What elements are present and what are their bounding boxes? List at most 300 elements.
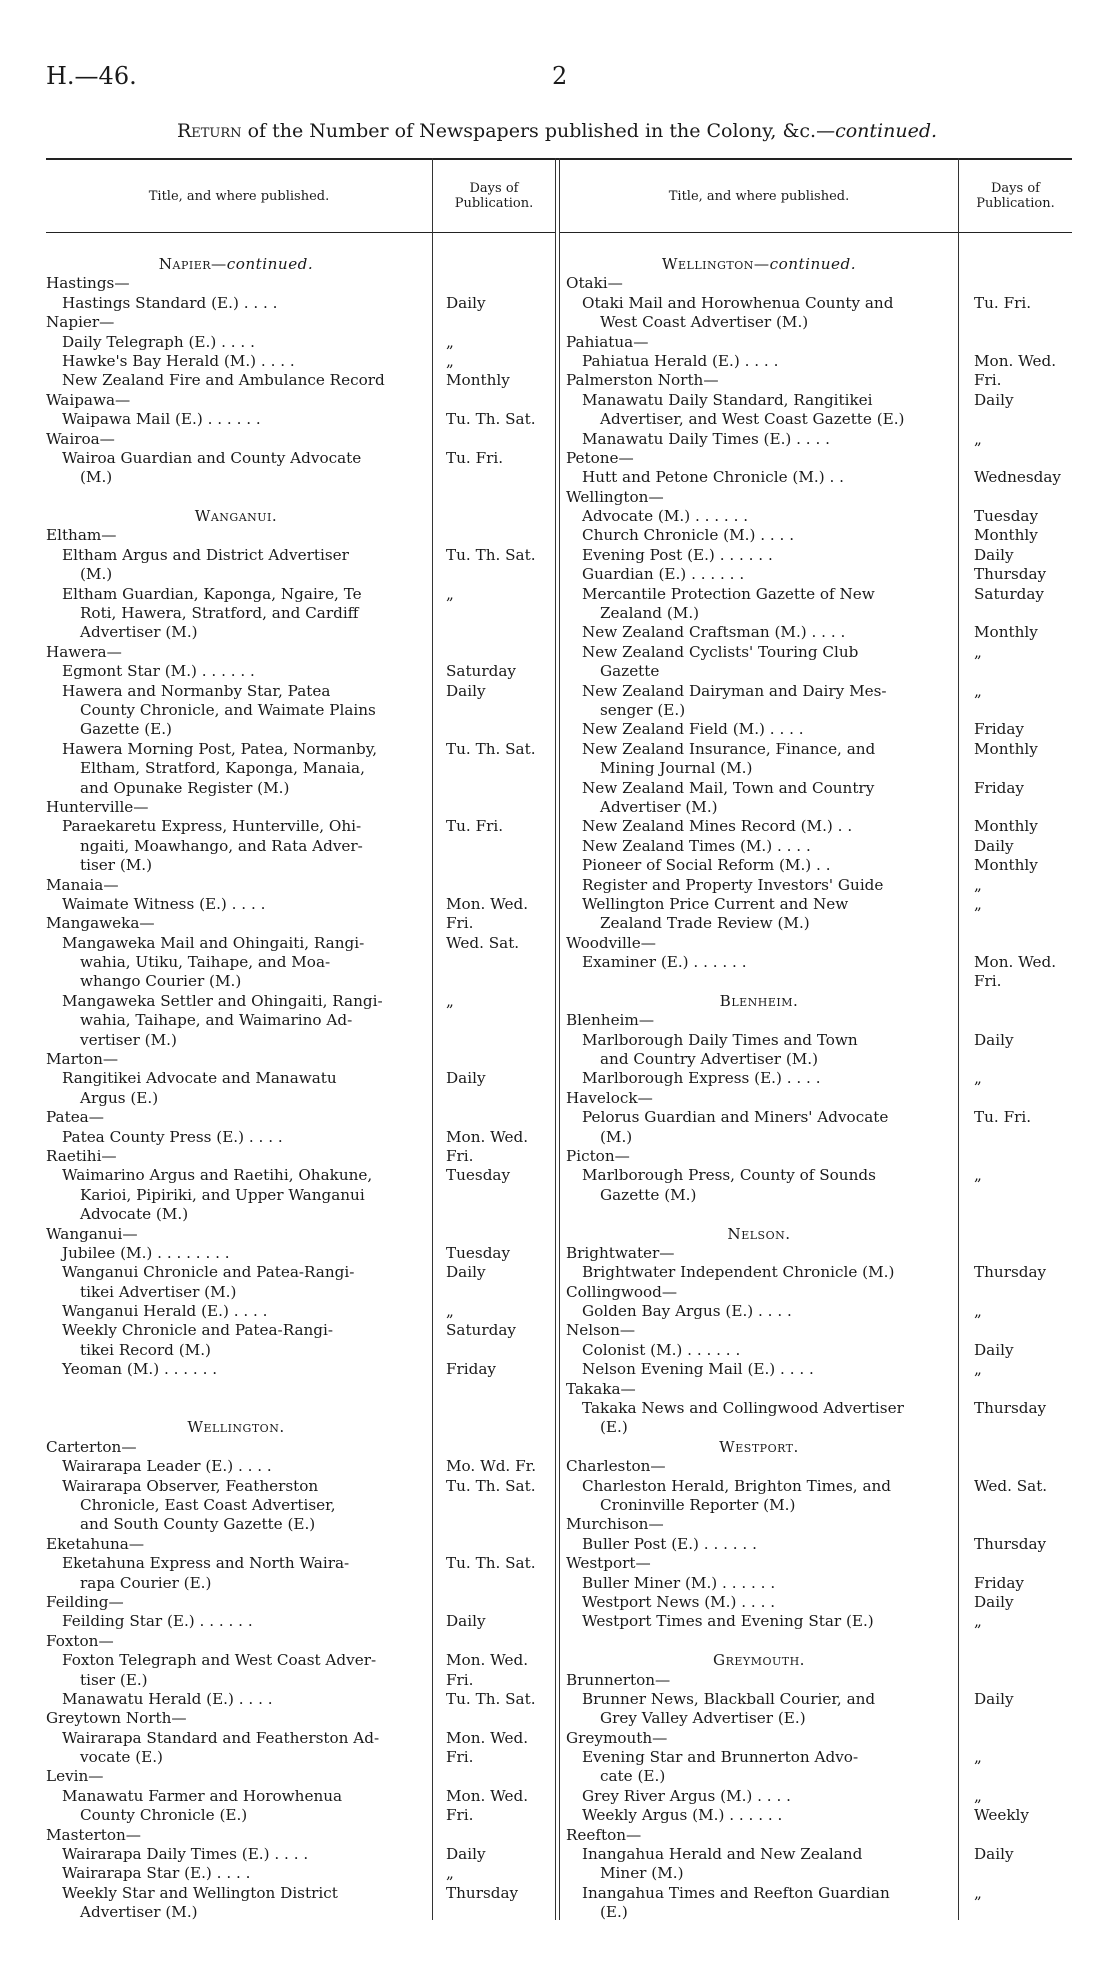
days-cell: Fri.	[974, 371, 1002, 390]
days-cell: Wed. Sat.	[974, 1476, 1048, 1495]
table-row	[566, 352, 1106, 371]
title-cell: Foxton Telegraph and West Coast Adver-	[62, 1651, 377, 1670]
days-cell: Mon. Wed.	[974, 351, 1057, 370]
place-name	[566, 274, 1106, 293]
table-row	[566, 1574, 1106, 1593]
title-cell: Havelock—	[566, 1088, 653, 1107]
title-cell: Brightwater—	[566, 1243, 675, 1262]
section-name: Nelson.	[727, 1224, 791, 1243]
title-cell: Hastings—	[46, 274, 130, 293]
title-cell: Brunnerton—	[566, 1670, 671, 1689]
table-row	[566, 391, 1106, 410]
table-row	[566, 740, 1106, 759]
place-name	[566, 333, 1106, 352]
title-cell: tiser (M.)	[80, 856, 153, 875]
title-cell: Weekly Argus (M.) . . . . . .	[582, 1806, 783, 1825]
table-row	[566, 1399, 1106, 1418]
table-row	[566, 1903, 1106, 1922]
table-row	[566, 856, 1106, 875]
title-cell: Brightwater Independent Chronicle (M.)	[582, 1263, 895, 1282]
days-cell: „	[974, 875, 982, 894]
days-cell: Mon. Wed.	[446, 1127, 529, 1146]
right-listing	[566, 255, 1106, 1923]
table-row	[566, 720, 1106, 739]
days-cell: Thursday	[974, 1399, 1047, 1418]
title-cell: Manawatu Daily Times (E.) . . . .	[582, 429, 830, 448]
days-cell: Saturday	[446, 662, 516, 681]
title-cell	[566, 1651, 952, 1670]
days-cell: „	[974, 1302, 982, 1321]
table-row	[566, 623, 1106, 642]
days-cell: „	[446, 1302, 454, 1321]
title-cell: Pahiatua—	[566, 332, 649, 351]
days-cell: Tu. Th. Sat.	[446, 545, 536, 564]
title-cell: Weekly Star and Wellington District	[62, 1883, 338, 1902]
days-cell: „	[974, 1612, 982, 1631]
title-cell: Inangahua Times and Reefton Guardian	[582, 1883, 890, 1902]
table-row	[566, 837, 1106, 856]
table-row	[566, 662, 1106, 681]
table-row	[566, 313, 1106, 332]
section-heading	[566, 255, 1106, 274]
title-cell	[566, 992, 952, 1011]
days-cell: „	[974, 642, 982, 661]
title-cell: Eltham Guardian, Kaponga, Ngaire, Te	[62, 584, 362, 603]
days-cell: Monthly	[974, 623, 1038, 642]
page-title	[0, 120, 1114, 142]
days-cell: Daily	[446, 1069, 486, 1088]
title-cell: Brunner News, Blackball Courier, and	[582, 1689, 876, 1708]
title-cell: Westport Times and Evening Star (E.)	[582, 1612, 874, 1631]
title-cell: Buller Miner (M.) . . . . . .	[582, 1573, 776, 1592]
title-cell: Masterton—	[46, 1825, 141, 1844]
table-row	[566, 701, 1106, 720]
title-cell: Wairoa Guardian and County Advocate	[62, 448, 362, 467]
title-cell: Egmont Star (M.) . . . . . .	[62, 662, 255, 681]
place-name	[566, 934, 1106, 953]
days-cell: „	[974, 429, 982, 448]
table-row	[566, 1806, 1106, 1825]
title-cell: Waimarino Argus and Raetihi, Ohakune,	[62, 1166, 373, 1185]
days-cell: Tu. Th. Sat.	[446, 739, 536, 758]
title-cell: (E.)	[600, 1903, 628, 1922]
title-cell: and South County Gazette (E.)	[80, 1515, 316, 1534]
days-cell: Mo. Wd. Fr.	[446, 1457, 537, 1476]
days-cell: „	[974, 1883, 982, 1902]
section-name: Wanganui.	[194, 507, 278, 526]
days-cell: Monthly	[974, 526, 1038, 545]
days-cell: Friday	[446, 1360, 497, 1379]
days-cell: Wednesday	[974, 468, 1062, 487]
title-cell: New Zealand Cyclists' Touring Club	[582, 642, 859, 661]
table-row	[566, 1205, 1106, 1224]
title-cell: Otaki—	[566, 274, 623, 293]
title-cell: Marlborough Daily Times and Town	[582, 1030, 858, 1049]
table-row	[566, 546, 1106, 565]
days-cell: Fri.	[446, 1146, 474, 1165]
title-cell: Westport News (M.) . . . .	[582, 1592, 776, 1611]
days-cell: Daily	[446, 293, 486, 312]
title-cell	[46, 1380, 426, 1399]
table-row	[566, 817, 1106, 836]
title-cell: Wairarapa Daily Times (E.) . . . .	[62, 1845, 309, 1864]
title-cell: Marlborough Express (E.) . . . .	[582, 1069, 821, 1088]
days-cell: „	[446, 1864, 454, 1883]
section-name: Napier—	[158, 255, 227, 273]
title-cell: Advertiser (M.)	[80, 1903, 198, 1922]
place-name	[566, 1554, 1106, 1573]
place-name	[566, 1515, 1106, 1534]
days-cell: Thursday	[446, 1883, 519, 1902]
place-name	[566, 1729, 1106, 1748]
table-row	[566, 1864, 1106, 1883]
place-name	[566, 488, 1106, 507]
days-cell: Daily	[446, 1612, 486, 1631]
place-name	[566, 1321, 1106, 1340]
title-cell: Reefton—	[566, 1825, 642, 1844]
title-cell: (E.)	[600, 1418, 628, 1437]
table-row	[566, 565, 1106, 584]
left-title-header: Title, and where published.	[46, 160, 432, 233]
title-cell: and Country Advertiser (M.)	[600, 1050, 819, 1069]
title-cell: Waipawa Mail (E.) . . . . . .	[62, 410, 261, 429]
days-cell: Daily	[974, 1689, 1014, 1708]
title-cell: Advocate (M.)	[80, 1205, 189, 1224]
title-cell	[46, 488, 426, 507]
title-cell: Hutt and Petone Chronicle (M.) . .	[582, 468, 844, 487]
page-number: 2	[552, 62, 568, 90]
title-cell: wahia, Taihape, and Waimarino Ad-	[80, 1011, 353, 1030]
title-cell: Waimate Witness (E.) . . . .	[62, 894, 266, 913]
days-cell: Fri.	[446, 1806, 474, 1825]
title-cell: Grey River Argus (M.) . . . .	[582, 1786, 791, 1805]
days-cell: „	[974, 1748, 982, 1767]
section-name: Blenheim.	[719, 991, 799, 1010]
title-cell: New Zealand Mines Record (M.) . .	[582, 817, 853, 836]
title-cell: New Zealand Times (M.) . . . .	[582, 836, 811, 855]
title-cell: tikei Record (M.)	[80, 1340, 211, 1359]
title-cell: Foxton—	[46, 1631, 114, 1650]
title-cell: ngaiti, Moawhango, and Rata Adver-	[80, 836, 363, 855]
place-name	[566, 449, 1106, 468]
title-cell: Manawatu Farmer and Horowhenua	[62, 1786, 343, 1805]
title-cell: (M.)	[600, 1127, 633, 1146]
title-cell: Eltham, Stratford, Kaponga, Manaia,	[80, 759, 365, 778]
title-cell: Advertiser (M.)	[80, 623, 198, 642]
table-row	[566, 953, 1106, 972]
title-cell	[566, 1225, 952, 1244]
days-cell: Friday	[974, 1573, 1025, 1592]
title-cell: Hunterville—	[46, 797, 149, 816]
title-cell	[46, 507, 426, 526]
title-cell: Evening Post (E.) . . . . . .	[582, 545, 773, 564]
title-cell: Greymouth—	[566, 1728, 668, 1747]
title-cell: Pelorus Guardian and Miners' Advocate	[582, 1108, 889, 1127]
title-cell	[566, 1205, 952, 1224]
days-cell: Tu. Fri.	[974, 293, 1032, 312]
days-cell: Daily	[974, 1592, 1014, 1611]
table-row	[566, 779, 1106, 798]
title-cell: Karioi, Pipiriki, and Upper Wanganui	[80, 1185, 365, 1204]
title-cell: Wanganui Herald (E.) . . . .	[62, 1302, 268, 1321]
title-cell: County Chronicle (E.)	[80, 1806, 248, 1825]
section-heading	[566, 1651, 1106, 1670]
days-cell: Fri.	[446, 1670, 474, 1689]
place-name	[566, 1380, 1106, 1399]
title-cell: Carterton—	[46, 1437, 137, 1456]
right-days-header: Days of Publication.	[959, 160, 1072, 233]
title-cell: West Coast Advertiser (M.)	[600, 313, 809, 332]
title-cell: Collingwood—	[566, 1282, 678, 1301]
title-cell: Guardian (E.) . . . . . .	[582, 565, 745, 584]
table-row	[566, 1787, 1106, 1806]
section-heading	[566, 992, 1106, 1011]
title-cell: Rangitikei Advocate and Manawatu	[62, 1069, 337, 1088]
days-cell: Tu. Th. Sat.	[446, 1554, 536, 1573]
table-row	[566, 643, 1106, 662]
title-cell: Buller Post (E.) . . . . . .	[582, 1534, 757, 1553]
title-cell: Daily Telegraph (E.) . . . .	[62, 332, 255, 351]
table-row	[566, 507, 1106, 526]
table-row	[566, 1341, 1106, 1360]
table-row	[566, 895, 1106, 914]
days-cell: Thursday	[974, 1534, 1047, 1553]
title-cell: Eketahuna Express and North Waira-	[62, 1554, 350, 1573]
table-row	[566, 682, 1106, 701]
return-word: Return	[176, 120, 242, 142]
table-row	[566, 1632, 1106, 1651]
title-cell: Feilding Star (E.) . . . . . .	[62, 1612, 253, 1631]
title-cell: Marton—	[46, 1050, 119, 1069]
table-row	[566, 1263, 1106, 1282]
days-cell: Tuesday	[446, 1243, 511, 1262]
title-cell: Mangaweka Mail and Ohingaiti, Rangi-	[62, 933, 365, 952]
place-name	[566, 371, 1106, 390]
place-name	[566, 1089, 1106, 1108]
title-cell: Hastings Standard (E.) . . . .	[62, 293, 278, 312]
title-cell: Evening Star and Brunnerton Advo-	[582, 1748, 859, 1767]
title-cell: Petone—	[566, 448, 634, 467]
days-cell: Daily	[974, 390, 1014, 409]
table-row	[566, 1690, 1106, 1709]
table-row	[566, 1128, 1106, 1147]
title-cell: Mining Journal (M.)	[600, 759, 753, 778]
days-cell: Mon. Wed.	[446, 1786, 529, 1805]
title-cell: Jubilee (M.) . . . . . . . .	[62, 1243, 230, 1262]
title-cell: Charleston Herald, Brighton Times, and	[582, 1476, 892, 1495]
title-cell: Takaka News and Collingwood Advertiser	[582, 1399, 904, 1418]
title-cell: Paraekaretu Express, Hunterville, Ohi-	[62, 817, 362, 836]
days-cell: Daily	[974, 1845, 1014, 1864]
days-cell: „	[974, 1786, 982, 1805]
title-cell: Palmerston North—	[566, 371, 719, 390]
title-cell: County Chronicle, and Waimate Plains	[80, 700, 376, 719]
days-cell: Tuesday	[974, 507, 1039, 526]
table-row	[566, 1845, 1106, 1864]
title-cell: tikei Advertiser (M.)	[80, 1282, 237, 1301]
title-cell: Croninville Reporter (M.)	[600, 1496, 796, 1514]
title-cell: Marlborough Press, County of Sounds	[582, 1166, 876, 1185]
title-cell: Hawke's Bay Herald (M.) . . . .	[62, 351, 295, 370]
days-cell: Tuesday	[446, 1166, 511, 1185]
days-cell: Tu. Th. Sat.	[446, 410, 536, 429]
table-row	[566, 1593, 1106, 1612]
section-continued: continued.	[769, 255, 857, 273]
days-cell: Friday	[974, 720, 1025, 739]
title-cell: tiser (E.)	[80, 1670, 148, 1689]
title-cell: Hawera—	[46, 642, 122, 661]
days-cell: „	[974, 681, 982, 700]
days-cell: Fri.	[974, 972, 1002, 991]
place-name	[566, 1147, 1106, 1166]
table-row	[566, 1108, 1106, 1127]
title-cell: Takaka—	[566, 1379, 636, 1398]
table-row	[566, 1302, 1106, 1321]
title-cell: Argus (E.)	[80, 1088, 159, 1107]
days-cell: Mon. Wed.	[446, 1651, 529, 1670]
table-row	[566, 1709, 1106, 1728]
title-cell: New Zealand Craftsman (M.) . . . .	[582, 623, 846, 642]
title-cell: Otaki Mail and Horowhenua County and	[582, 293, 894, 312]
title-cell: Roti, Hawera, Stratford, and Cardiff	[80, 604, 359, 623]
title-cell: Levin—	[46, 1767, 104, 1786]
title-cell: Wairarapa Standard and Featherston Ad-	[62, 1728, 380, 1747]
days-cell: „	[446, 351, 454, 370]
title-cell: Westport—	[566, 1554, 651, 1573]
title-cell: Chronicle, East Coast Advertiser,	[80, 1496, 336, 1514]
title-cell	[46, 255, 426, 274]
title-cell: Manawatu Daily Standard, Rangitikei	[582, 390, 873, 409]
days-cell: Mon. Wed.	[974, 953, 1057, 972]
section-name: Westport.	[719, 1437, 799, 1456]
table-row	[566, 1069, 1106, 1088]
title-cell: whango Courier (M.)	[80, 972, 242, 991]
title-cell: Eltham—	[46, 526, 117, 545]
title-cell: wahia, Utiku, Taihape, and Moa-	[80, 953, 331, 972]
title-cell: Raetihi—	[46, 1146, 117, 1165]
title-cell: (M.)	[80, 468, 113, 487]
left-days-header: Days of Publication.	[433, 160, 555, 233]
title-cell: Advocate (M.) . . . . . .	[582, 507, 749, 526]
days-cell: Wed. Sat.	[446, 933, 520, 952]
title-cell	[566, 1632, 952, 1651]
title-cell: Colonist (M.) . . . . . .	[582, 1340, 741, 1359]
days-cell: Mon. Wed.	[446, 894, 529, 913]
days-cell: Saturday	[446, 1321, 516, 1340]
table-row	[566, 1031, 1106, 1050]
title-cell: Eltham Argus and District Advertiser	[62, 545, 349, 564]
title-cell: Wellington—	[566, 487, 664, 506]
title-cell: Woodville—	[566, 933, 656, 952]
days-cell: Saturday	[974, 584, 1044, 603]
title-cell: Zealand Trade Review (M.)	[600, 914, 810, 933]
title-cell: Register and Property Investors' Guide	[582, 875, 884, 894]
days-cell: „	[446, 332, 454, 351]
table-row	[566, 798, 1106, 817]
return-continued: continued.	[835, 120, 938, 142]
table-row	[566, 1884, 1106, 1903]
table-row	[566, 914, 1106, 933]
title-cell	[46, 1399, 426, 1418]
title-cell: Napier—	[46, 313, 115, 332]
place-name	[566, 1011, 1106, 1030]
days-cell: Daily	[446, 1845, 486, 1864]
title-cell: Examiner (E.) . . . . . .	[582, 953, 747, 972]
title-cell: Murchison—	[566, 1515, 664, 1534]
table-row	[566, 1767, 1106, 1786]
title-cell: Mercantile Protection Gazette of New	[582, 584, 875, 603]
title-cell: Wairoa—	[46, 429, 115, 448]
title-cell: Manaia—	[46, 875, 119, 894]
days-cell: Fri.	[446, 1748, 474, 1767]
title-cell: New Zealand Insurance, Finance, and	[582, 739, 876, 758]
title-cell: Patea—	[46, 1108, 104, 1127]
title-cell: Wairarapa Observer, Featherston	[62, 1476, 319, 1495]
title-cell: Nelson Evening Mail (E.) . . . .	[582, 1360, 814, 1379]
title-cell: Waipawa—	[46, 390, 131, 409]
title-cell: Church Chronicle (M.) . . . .	[582, 526, 795, 545]
table-row	[566, 972, 1106, 991]
title-cell: rapa Courier (E.)	[80, 1573, 212, 1592]
days-cell: „	[446, 991, 454, 1010]
title-cell: senger (E.)	[600, 700, 686, 719]
days-cell: Daily	[974, 545, 1014, 564]
table-row	[566, 1186, 1106, 1205]
days-cell: Tu. Fri.	[446, 448, 504, 467]
section-continued: continued.	[226, 255, 314, 273]
section-heading	[566, 1438, 1106, 1457]
title-cell: Grey Valley Advertiser (E.)	[600, 1709, 806, 1728]
days-cell: Daily	[974, 1030, 1014, 1049]
section-name: Wellington.	[187, 1418, 285, 1437]
title-cell: Golden Bay Argus (E.) . . . .	[582, 1302, 792, 1321]
days-cell: Monthly	[974, 739, 1038, 758]
days-cell: „	[974, 1166, 982, 1185]
title-cell: New Zealand Fire and Ambulance Record	[62, 371, 385, 390]
section-name: Greymouth.	[712, 1651, 805, 1670]
title-cell: Advertiser (M.)	[600, 797, 718, 816]
days-cell: Friday	[974, 778, 1025, 797]
place-name	[566, 1826, 1106, 1845]
table-row	[566, 1050, 1106, 1069]
table-row	[566, 410, 1106, 429]
title-cell: (M.)	[80, 565, 113, 584]
table-row	[566, 1535, 1106, 1554]
days-cell: „	[446, 584, 454, 603]
days-cell: Tu. Th. Sat.	[446, 1476, 536, 1495]
title-cell: vertiser (M.)	[80, 1030, 177, 1049]
days-cell: „	[974, 1069, 982, 1088]
table-row	[566, 604, 1106, 623]
days-cell: „	[974, 894, 982, 913]
place-name	[566, 1457, 1106, 1476]
days-cell: Monthly	[974, 817, 1038, 836]
table-row	[566, 1748, 1106, 1767]
title-cell: Nelson—	[566, 1321, 636, 1340]
table-row	[566, 294, 1106, 313]
table-row	[566, 1496, 1106, 1515]
table-row	[566, 526, 1106, 545]
document-reference: H.—46.	[46, 62, 137, 90]
days-cell: Daily	[446, 681, 486, 700]
title-cell: Gazette (E.)	[80, 720, 172, 739]
title-cell: Greytown North—	[46, 1709, 187, 1728]
title-cell: Wairarapa Leader (E.) . . . .	[62, 1457, 272, 1476]
title-cell: Miner (M.)	[600, 1864, 684, 1883]
title-cell: Wanganui Chronicle and Patea-Rangi-	[62, 1263, 355, 1282]
title-cell: Manawatu Herald (E.) . . . .	[62, 1689, 273, 1708]
title-cell	[566, 255, 952, 274]
